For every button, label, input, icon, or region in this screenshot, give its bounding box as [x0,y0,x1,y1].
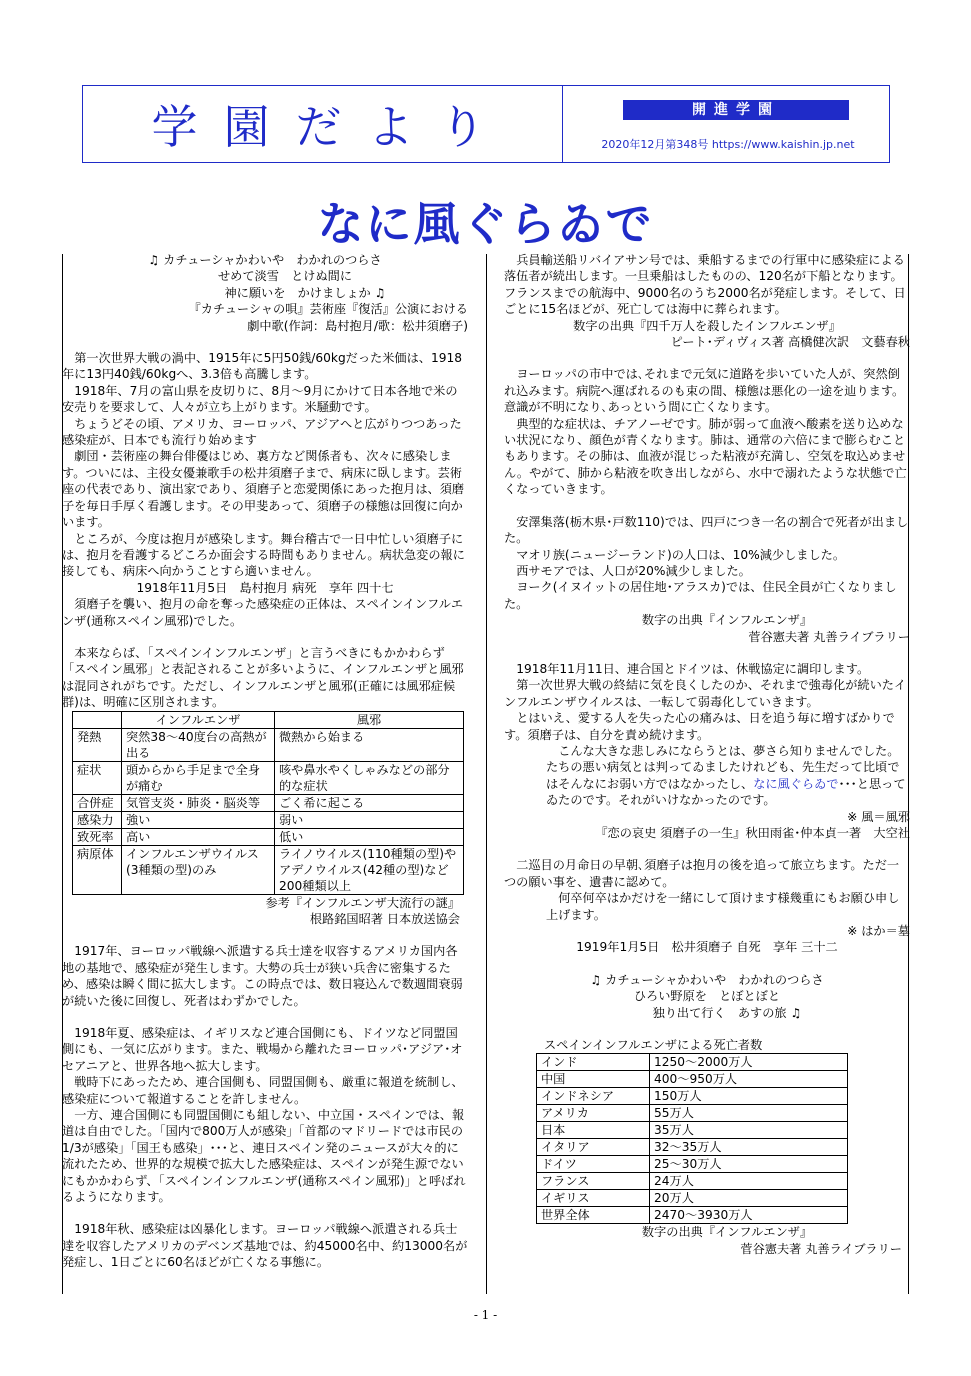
paragraph: 戦時下にあったため、連合国側も、同盟国側も、厳重に報道を統制し、感染症について報道することを許しません。 [62,1075,464,1106]
paragraph: 1918年夏、感染症は、イギリスなど連合国側にも、ドイツなど同盟国側にも、一気に広がります。また、戦場から離れたヨーロッパ･アジア･オセアニアと、世界各地へ拡大します。 [62,1026,463,1073]
poem-line: ♫ カチューシャかわいや わかれのつらさ [590,972,824,987]
table-row [537,1207,848,1224]
table-cell: インド [537,1054,650,1071]
poem-line: ♫ カチューシャかわいや わかれのつらさ [148,253,382,267]
table-cell: 2470～3930万人 [650,1207,848,1224]
table-cell: インドネシア [537,1088,650,1105]
left-column [62,252,468,1271]
table-header-row [73,711,464,728]
table-cell: インフルエンザウイルス(3種類の型)のみ [122,845,275,894]
table-row [73,728,464,761]
table-row [537,1173,848,1190]
table-cell: 高い [122,828,275,845]
quote [504,743,910,809]
table-row [537,1139,848,1156]
article-headline: なに風ぐらゐで [317,197,654,251]
table-row [537,1105,848,1122]
table-header-cell: 風邪 [275,711,464,728]
table-cell: ライノウイルス(110種類の型)やアデノウイルス(42種の型)など200種類以上 [275,845,464,894]
table-cell: 発熱 [73,728,122,761]
masthead [82,85,890,163]
table-cell: 咳や鼻水やくしゃみなどの部分的な症状 [275,761,464,794]
table-cell: イタリア [537,1139,650,1156]
paragraph: 劇団・芸術座の舞台俳優はじめ、裏方など関係者も、次々に感染します。ついには、主役女優兼歌手の松井須磨子まで、病床に臥します。芸術座の代表であり、演出家であり、須磨子と恋愛関係にあった抱月は、須磨子を毎日手厚く看護します。その甲斐あって、須磨子の様態は回復に向かいます。 [62,449,465,530]
poem-source: 『カチューシャの唄』芸術座『復活』公演における [188,302,468,317]
table-row [73,811,464,828]
page-number: - 1 - [473,1308,498,1322]
reference: 菅谷憲夫著 丸善ライブラリー [740,1241,902,1256]
poem-line: 神に願いを かけましょか ♫ [224,285,386,300]
table-cell: 24万人 [650,1173,848,1190]
table-row [537,1054,848,1071]
table-cell: 1250～2000万人 [650,1054,848,1071]
table-cell: 55万人 [650,1105,848,1122]
table-row [73,845,464,894]
table-row [537,1071,848,1088]
table-cell: 中国 [537,1071,650,1088]
poem-line: 独り出て行く あすの旅 ♫ [652,1005,802,1020]
table-cell: 微熱から始まる [275,728,464,761]
paragraph: マオリ族(ニュージーランド)の人口は、10%減少しました。 [516,547,846,562]
poem-line: せめて淡雪 とけぬ間に [217,269,353,284]
table-cell: 感染力 [73,811,122,828]
table-row [537,1190,848,1207]
table-cell: 150万人 [650,1088,848,1105]
reference: 数字の出典『インフルエンザ』 [641,1225,813,1240]
column-rule-center [486,254,487,1294]
table-cell: 気管支炎・肺炎・脳炎等 [122,794,275,811]
paragraph: ヨーロッパの市中では､それまで元気に道路を歩いていた人が、突然倒れ込みます。病院へ運ばれるのも束の間、様態は悪化の一途を辿ります。意識が不明になり､あっという間に亡くなります。 [504,367,905,415]
paragraph: 1918年11月11日、連合国とドイツは、休戦協定に調印します。 [516,661,870,676]
deaths-table [536,1053,848,1224]
table-cell: 頭からから手足まで全身が痛む [122,761,275,794]
table-cell: 病原体 [73,845,122,894]
table-header-cell [73,711,122,728]
paragraph: 須磨子を襲い、抱月の命を奪った感染症の正体は、スペインインフルエンザ(通称スペイン風邪)でした。 [62,597,464,628]
paragraph: 兵員輸送船リバイアサン号では、乗船するまでの行軍中に感染症による落伍者が続出します。一旦乗船はしたものの、120名が下船となります。フランスまでの航海中、9000名のうち2000名が発症します。そして、日ごとに15名ほどが、死亡しては海中に葬られます。 [504,253,906,317]
table-cell: 日本 [537,1122,650,1139]
flu-vs-cold-table [72,711,464,895]
table-cell: ドイツ [537,1156,650,1173]
paragraph: 1917年、ヨーロッパ戦線へ派遣する兵士達を収容するアメリカ国内各地の基地で、感染症が発生します。大勢の兵士が狭い兵舎に密集するため、感染は瞬く間に拡大します。この時点では、数日寝込んで数週間衰弱が続いた後に回復し、死者はわずかでした。 [62,944,463,1008]
paragraph: ヨーク(イヌイットの居住地･アラスカ)では、住民全員が亡くなりました。 [504,580,897,611]
table-cell: アメリカ [537,1105,650,1122]
paragraph: ちょうどその頃、アメリカ、ヨーロッパ、アジアへと広がりつつあった感染症が、日本でも流行り始めます [62,416,462,448]
paragraph: 本来ならば、「スペインインフルエンザ」と言うべきにもかかわらず「スペイン風邪」と表記されることが多いように、インフルエンザと風邪は混同されがちです。ただし、インフルエンザと風邪(正確には風邪症候群)は、明確に区別されます。 [62,645,464,710]
quote-note: ※ はか＝墓 [847,924,910,939]
table-cell: 世界全体 [537,1207,650,1224]
paragraph: ところが、今度は抱月が感染します。舞台稽古で一日中忙しい須磨子には、抱月を看護するどころか面会する時間もありません。病状急変の報に接しても、病床へ向かうことすら適いません。 [62,531,465,579]
quote: 何卒何卒はかだけを一緒にして頂けます様幾重にもお願ひ申し上げます。 [546,891,900,922]
table-cell: 症状 [73,761,122,794]
poem-line: ひろい野原を とぼとぼと [633,989,781,1004]
table-row [537,1156,848,1173]
table-cell: イギリス [537,1190,650,1207]
table-row [73,761,464,794]
death-note: 1919年1月5日 松井須磨子 自死 享年 三十二 [576,940,838,955]
death-note: 1918年11月5日 島村抱月 病死 享年 四十七 [136,580,394,595]
quote-text: ･･･と思ってゐたのです。それがいけなかったのです。 [546,776,906,808]
poem-source: 劇中歌(作詞：島村抱月/歌：松井須磨子) [247,318,468,333]
issue-info: 2020年12月第348号 https://www.kaishin.jp.net [601,138,855,151]
reference: 『恋の哀史 須磨子の一生』秋田雨雀･仲本貞一著 大空社 [595,826,910,840]
school-name: 開進学園 [623,100,849,120]
table-row [537,1088,848,1105]
paragraph: 西サモアでは、人口が20%減少しました。 [516,563,751,578]
paragraph: 典型的な症状は、チアノーゼです。肺が弱って血液へ酸素を送り込めない状況になり、顔色が青くなります。肺は、通常の六倍にまで膨らむこともあります。その肺は、血液が混じった粘液が充満し、空気を取込めません。やがて、肺から粘液を吹き出しながら、水中で溺れたような状態で亡くなっていきます。 [504,416,907,497]
table-cell: 突然38～40度台の高熱が出る [122,728,275,761]
deaths-table-title: スペインインフルエンザによる死亡者数 [544,1038,763,1053]
table-cell: 致死率 [73,828,122,845]
quote-highlight: なに風ぐらゐで [753,776,839,791]
newsletter-title: 学園だより [83,86,563,162]
paragraph: 1918年、7月の富山県を皮切りに、8月～9月にかけて日本各地で米の安売りを要求して、人々が立ち上がります。米騒動です。 [62,383,458,415]
paragraph: 第一次世界大戦の終結に気を良くしたのか、それまで強毒化が続いたインフルエンザウイルスは、一転して弱毒化していきます。 [504,678,907,709]
reference: ピート･ディヴィス著 高橋健次訳 文藝春秋 [670,335,910,350]
table-cell: ごく希に起こる [275,794,464,811]
table-cell: 25～30万人 [650,1156,848,1173]
table-cell: 20万人 [650,1190,848,1207]
paragraph: とはいえ、愛する人を失った心の痛みは、日を追う毎に増すばかりです。須磨子は、自分を責め続けます。 [504,711,895,742]
paragraph: 1918年秋、感染症は凶暴化します。ヨーロッパ戦線へ派遣される兵士達を収容したアメリカのデベンズ基地では、約45000名中、約13000名が発症し、1日ごとに60名ほどが亡くなる事態に。 [62,1222,468,1270]
table-cell: 低い [275,828,464,845]
table-cell: 合併症 [73,794,122,811]
table-row [73,828,464,845]
table-cell: 35万人 [650,1122,848,1139]
table-row [73,794,464,811]
table-cell: 強い [122,811,275,828]
quote-text: こんな大きな悲しみにならうとは、夢さら知りませんでした。たちの悪い病気とは判ってゐましたけれども、先生だって比頃ではそんなにお弱い方ではなかったし、 [546,743,900,791]
paragraph: 安澤集落(栃木県･戸数110)では、四戸につき一名の割合で死者が出ました。 [504,514,909,546]
table-cell: 32～35万人 [650,1139,848,1156]
table-cell: フランス [537,1173,650,1190]
reference: 根路銘国昭著 日本放送協会 [309,911,460,926]
paragraph: 二巡目の月命日の早朝､須磨子は抱月の後を追って旅立ちます。ただ一つの願い事を、遺書に認めて。 [504,858,900,889]
paragraph: 一方、連合国側にも同盟国側にも組しない、中立国・スペインでは、報道は自由でした。「国内で800万人が感染」「首都のマドリードでは市民の1/3が感染」「国王も感染」･･･と、連日スペイン発のニュースが大々的に流れたため、世界的な規模で拡大した感染症は、スペインが発生源でないにもかかわらず、「スペインインフルエンザ(通称スペイン風邪)」と呼ばれるようになります。 [62,1108,466,1205]
table-row [537,1122,848,1139]
reference: 菅谷憲夫著 丸善ライブラリー [748,629,910,644]
reference: 参考『インフルエンザ大流行の謎』 [265,895,460,910]
table-header-cell: インフルエンザ [122,711,275,728]
right-column [504,252,910,1257]
reference: 数字の出典『四千万人を殺したインフルエンザ』 [573,318,841,333]
paragraph: 第一次世界大戦の渦中、1915年に5円50銭/60kgだった米価は、1918年に13円40銭/60kgへ、3.3倍も高騰します。 [62,351,463,382]
table-cell: 400～950万人 [650,1071,848,1088]
quote-note: ※ 風＝風邪 [847,809,910,824]
reference: 数字の出典『インフルエンザ』 [641,613,813,628]
table-cell: 弱い [275,811,464,828]
